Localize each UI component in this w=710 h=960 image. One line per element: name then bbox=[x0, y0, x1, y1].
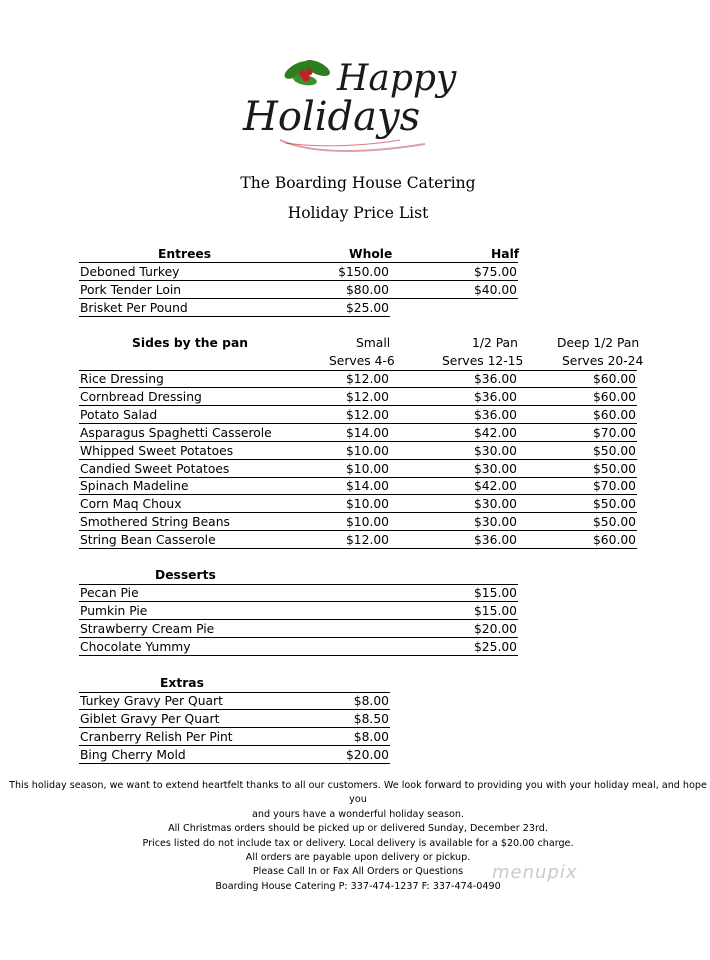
side-half-price: $42.00 bbox=[473, 426, 517, 440]
desserts-heading: Desserts bbox=[155, 568, 216, 582]
extra-name: Cranberry Relish Per Pint bbox=[80, 730, 233, 744]
side-deep-price: $60.00 bbox=[592, 372, 636, 386]
extra-row bbox=[0, 747, 710, 764]
side-half-price: $30.00 bbox=[473, 497, 517, 511]
side-name: Asparagus Spaghetti Casserole bbox=[80, 426, 272, 440]
side-row bbox=[0, 532, 710, 549]
entree-row bbox=[0, 300, 710, 317]
side-half-price: $36.00 bbox=[473, 533, 517, 547]
side-half-price: $36.00 bbox=[473, 390, 517, 404]
happy-holidays-logo bbox=[225, 48, 515, 160]
footer-contact: Boarding House Catering P: 337-474-1237 F: 337-474-0490 bbox=[215, 880, 501, 892]
extra-row bbox=[0, 729, 710, 746]
side-name: Corn Maq Choux bbox=[80, 497, 182, 511]
footer-pickup: All Christmas orders should be picked up or delivered Sunday, December 23rd. bbox=[168, 823, 548, 835]
entree-whole-price: $80.00 bbox=[345, 283, 389, 297]
extra-price: $20.00 bbox=[345, 748, 389, 762]
dessert-name: Chocolate Yummy bbox=[80, 640, 191, 654]
extra-row bbox=[0, 693, 710, 710]
side-deep-price: $70.00 bbox=[592, 426, 636, 440]
col-whole: Whole bbox=[349, 247, 393, 261]
side-deep-price: $50.00 bbox=[592, 444, 636, 458]
side-small-price: $10.00 bbox=[345, 462, 389, 476]
entree-name: Deboned Turkey bbox=[80, 265, 180, 279]
side-row bbox=[0, 389, 710, 406]
dessert-name: Strawberry Cream Pie bbox=[80, 622, 215, 636]
entree-half-price: $40.00 bbox=[473, 283, 517, 297]
footer-notes bbox=[0, 779, 710, 894]
footer-thanks-1: This holiday season, we want to extend heartfelt thanks to all our customers. We look forward to providing you with your holiday meal, and hope you bbox=[9, 780, 707, 806]
holly-logo-icon bbox=[225, 48, 515, 160]
extra-price: $8.00 bbox=[353, 730, 389, 744]
side-row bbox=[0, 496, 710, 513]
serves-small: Serves 4-6 bbox=[329, 354, 395, 368]
side-deep-price: $50.00 bbox=[592, 462, 636, 476]
entree-half-price: $75.00 bbox=[473, 265, 517, 279]
serves-half: Serves 12-15 bbox=[442, 354, 524, 368]
side-small-price: $12.00 bbox=[345, 533, 389, 547]
side-row bbox=[0, 478, 710, 495]
side-name: String Bean Casserole bbox=[80, 533, 216, 547]
side-deep-price: $70.00 bbox=[592, 479, 636, 493]
dessert-name: Pumkin Pie bbox=[80, 604, 148, 618]
side-row bbox=[0, 514, 710, 531]
logo-text-holidays: Holidays bbox=[243, 94, 421, 140]
side-half-price: $30.00 bbox=[473, 515, 517, 529]
side-name: Candied Sweet Potatoes bbox=[80, 462, 230, 476]
side-small-price: $12.00 bbox=[345, 390, 389, 404]
dessert-price: $15.00 bbox=[473, 604, 517, 618]
side-deep-price: $50.00 bbox=[592, 515, 636, 529]
sides-heading: Sides by the pan bbox=[132, 336, 249, 350]
col-half-pan: 1/2 Pan bbox=[472, 336, 518, 350]
dessert-row bbox=[0, 585, 710, 602]
side-name: Smothered String Beans bbox=[80, 515, 230, 529]
side-small-price: $10.00 bbox=[345, 497, 389, 511]
entrees-heading: Entrees bbox=[158, 247, 212, 261]
extra-price: $8.50 bbox=[353, 712, 389, 726]
entree-name: Pork Tender Loin bbox=[80, 283, 182, 297]
footer-call: Please Call In or Fax All Orders or Questions bbox=[252, 866, 464, 878]
price-list-title: Holiday Price List bbox=[287, 204, 429, 222]
side-name: Rice Dressing bbox=[80, 372, 164, 386]
dessert-name: Pecan Pie bbox=[80, 586, 139, 600]
dessert-row bbox=[0, 603, 710, 620]
side-name: Cornbread Dressing bbox=[80, 390, 202, 404]
entree-name: Brisket Per Pound bbox=[80, 301, 188, 315]
side-small-price: $12.00 bbox=[345, 372, 389, 386]
side-half-price: $36.00 bbox=[473, 408, 517, 422]
footer-tax: Prices listed do not include tax or delivery. Local delivery is available for a $20.00 charge. bbox=[142, 837, 574, 849]
extras-header bbox=[0, 675, 710, 692]
serves-deep: Serves 20-24 bbox=[562, 354, 644, 368]
entree-whole-price: $150.00 bbox=[338, 265, 389, 279]
extra-name: Turkey Gravy Per Quart bbox=[80, 694, 223, 708]
footer-thanks-2: and yours have a wonderful holiday season. bbox=[252, 808, 464, 820]
logo-text-happy: Happy bbox=[337, 58, 457, 99]
side-row bbox=[0, 407, 710, 424]
side-name: Potato Salad bbox=[80, 408, 158, 422]
side-half-price: $30.00 bbox=[473, 444, 517, 458]
entrees-header bbox=[0, 246, 710, 263]
extra-price: $8.00 bbox=[353, 694, 389, 708]
side-small-price: $10.00 bbox=[345, 515, 389, 529]
side-half-price: $36.00 bbox=[473, 372, 517, 386]
side-half-price: $42.00 bbox=[473, 479, 517, 493]
side-deep-price: $60.00 bbox=[592, 390, 636, 404]
extra-name: Giblet Gravy Per Quart bbox=[80, 712, 220, 726]
extras-heading: Extras bbox=[160, 676, 204, 690]
col-deep-half-pan: Deep 1/2 Pan bbox=[557, 336, 640, 350]
watermark: menupix bbox=[492, 862, 578, 883]
extra-row bbox=[0, 711, 710, 728]
desserts-header bbox=[0, 567, 710, 584]
col-small: Small bbox=[356, 336, 391, 350]
side-deep-price: $60.00 bbox=[592, 533, 636, 547]
side-name: Spinach Madeline bbox=[80, 479, 189, 493]
side-row bbox=[0, 461, 710, 478]
side-name: Whipped Sweet Potatoes bbox=[80, 444, 234, 458]
dessert-row bbox=[0, 639, 710, 656]
footer-payment: All orders are payable upon delivery or pickup. bbox=[245, 852, 471, 864]
entree-row bbox=[0, 282, 710, 299]
business-name: The Boarding House Catering bbox=[240, 174, 476, 192]
extra-name: Bing Cherry Mold bbox=[80, 748, 186, 762]
side-small-price: $12.00 bbox=[345, 408, 389, 422]
sides-header bbox=[0, 335, 710, 352]
side-deep-price: $60.00 bbox=[592, 408, 636, 422]
entree-whole-price: $25.00 bbox=[345, 301, 389, 315]
dessert-price: $15.00 bbox=[473, 586, 517, 600]
side-small-price: $10.00 bbox=[345, 444, 389, 458]
col-half: Half bbox=[491, 247, 520, 261]
side-row bbox=[0, 425, 710, 442]
entree-row bbox=[0, 264, 710, 281]
side-deep-price: $50.00 bbox=[592, 497, 636, 511]
side-row bbox=[0, 443, 710, 460]
dessert-price: $25.00 bbox=[473, 640, 517, 654]
side-row bbox=[0, 371, 710, 388]
sides-serves bbox=[0, 353, 710, 370]
dessert-price: $20.00 bbox=[473, 622, 517, 636]
side-small-price: $14.00 bbox=[345, 479, 389, 493]
side-small-price: $14.00 bbox=[345, 426, 389, 440]
side-half-price: $30.00 bbox=[473, 462, 517, 476]
dessert-row bbox=[0, 621, 710, 638]
